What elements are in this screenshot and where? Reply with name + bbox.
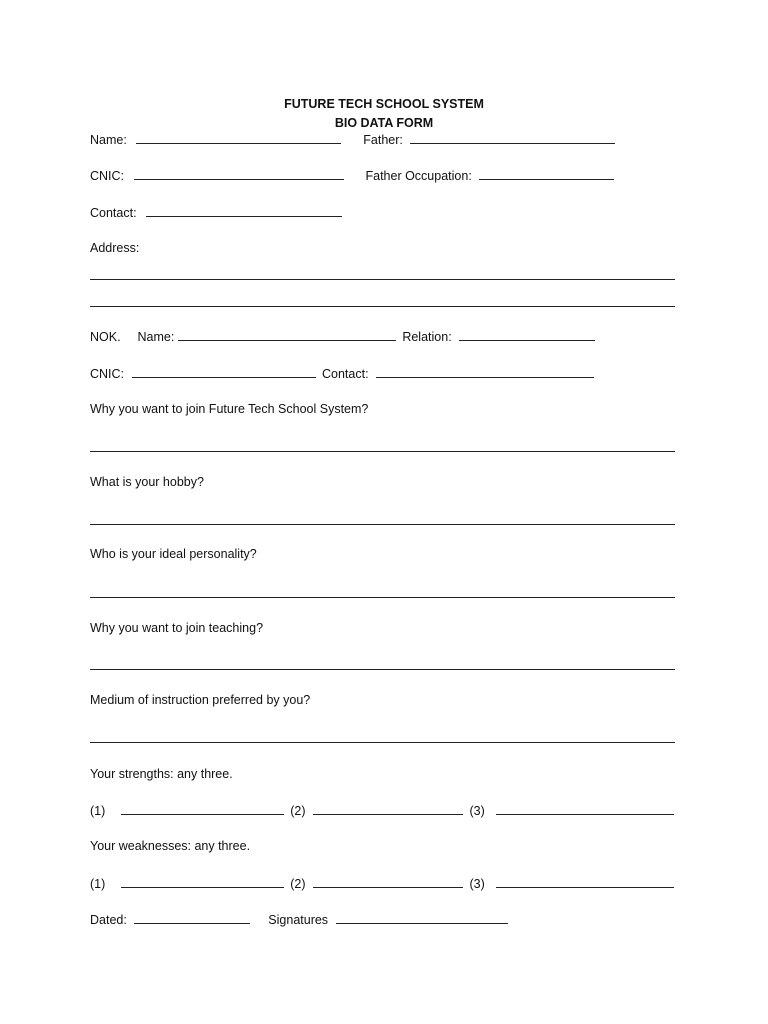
- nok-cnic-row: [90, 366, 597, 381]
- nok-cnic-field[interactable]: [132, 366, 316, 378]
- strengths-row: [90, 803, 677, 818]
- name-row: [90, 132, 618, 147]
- cnic-label: CNIC:: [90, 169, 125, 183]
- strength-1-label: (1): [90, 804, 106, 818]
- address-line-2[interactable]: [90, 306, 675, 307]
- weakness-1-label: (1): [90, 877, 106, 891]
- weakness-3-label: (3): [469, 877, 485, 891]
- father-label: Father:: [363, 133, 403, 147]
- dated-signatures-row: [90, 912, 511, 927]
- answer-ideal-personality-line[interactable]: [90, 597, 675, 598]
- answer-hobby-line[interactable]: [90, 524, 675, 525]
- father-occupation-label: Father Occupation:: [365, 169, 472, 183]
- nok-contact-label: Contact:: [322, 367, 369, 381]
- nok-name-label: Name:: [137, 330, 175, 344]
- answer-join-teaching-line[interactable]: [90, 669, 675, 670]
- father-field[interactable]: [410, 132, 615, 144]
- weakness-2-field[interactable]: [313, 876, 463, 888]
- strengths-label: Your strengths: any three.: [90, 767, 233, 781]
- address-label: Address:: [90, 241, 140, 255]
- question-hobby: What is your hobby?: [90, 475, 204, 489]
- signatures-field[interactable]: [336, 912, 508, 924]
- answer-medium-line[interactable]: [90, 742, 675, 743]
- strength-2-label: (2): [290, 804, 306, 818]
- question-join-school: Why you want to join Future Tech School System?: [90, 402, 369, 416]
- contact-label: Contact:: [90, 206, 137, 220]
- answer-join-school-line[interactable]: [90, 451, 675, 452]
- weakness-3-field[interactable]: [496, 876, 674, 888]
- weakness-1-field[interactable]: [121, 876, 284, 888]
- form-header: [0, 95, 768, 133]
- nok-label: NOK.: [90, 330, 121, 344]
- signatures-label: Signatures: [268, 913, 329, 927]
- nok-cnic-label: CNIC:: [90, 367, 125, 381]
- weaknesses-row: [90, 876, 677, 891]
- dated-label: Dated:: [90, 913, 127, 927]
- school-name: FUTURE TECH SCHOOL SYSTEM: [284, 97, 484, 111]
- strength-3-label: (3): [469, 804, 485, 818]
- contact-field[interactable]: [146, 205, 342, 217]
- strength-3-field[interactable]: [496, 803, 674, 815]
- weaknesses-label: Your weaknesses: any three.: [90, 839, 251, 853]
- dated-field[interactable]: [134, 912, 250, 924]
- name-field[interactable]: [136, 132, 341, 144]
- strength-2-field[interactable]: [313, 803, 463, 815]
- cnic-field[interactable]: [134, 168, 344, 180]
- nok-row: [90, 329, 598, 344]
- weakness-2-label: (2): [290, 877, 306, 891]
- cnic-row: [90, 168, 617, 183]
- relation-field[interactable]: [459, 329, 595, 341]
- name-label: Name:: [90, 133, 127, 147]
- father-occupation-field[interactable]: [479, 168, 614, 180]
- form-title: BIO DATA FORM: [334, 116, 434, 130]
- nok-name-field[interactable]: [178, 329, 396, 341]
- question-ideal-personality: Who is your ideal personality?: [90, 547, 257, 561]
- contact-row: [90, 205, 345, 220]
- relation-label: Relation:: [402, 330, 452, 344]
- question-join-teaching: Why you want to join teaching?: [90, 621, 264, 635]
- question-medium: Medium of instruction preferred by you?: [90, 693, 311, 707]
- strength-1-field[interactable]: [121, 803, 284, 815]
- address-line-1[interactable]: [90, 279, 675, 280]
- nok-contact-field[interactable]: [376, 366, 594, 378]
